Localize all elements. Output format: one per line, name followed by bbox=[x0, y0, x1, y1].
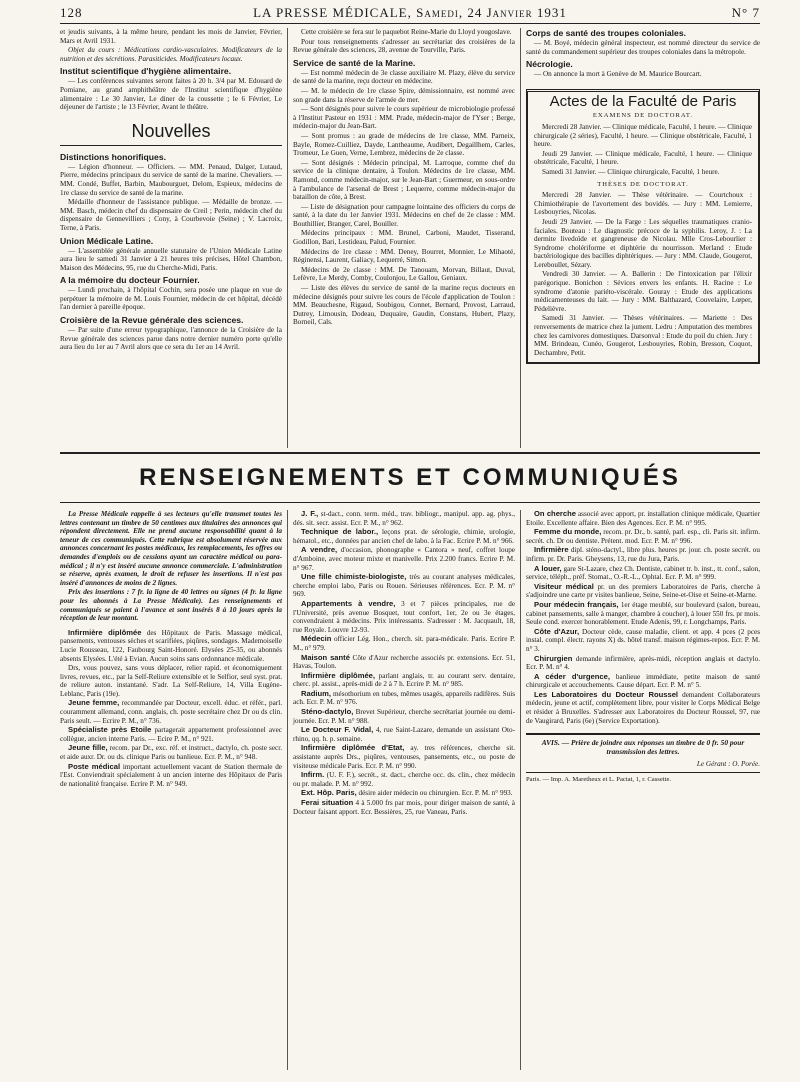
ad-item bbox=[293, 690, 515, 707]
ad-lead: Spécialiste près Etoile bbox=[68, 725, 152, 735]
paragraph: Mercredi 28 Janvier. — Clinique médicale, Faculté, 1 heure. — Clinique chirurgicale (2 séries), Faculté, 1 heure. — Clinique obstétricale, Faculté, 1 heure. bbox=[534, 122, 752, 149]
ad-lead: Infirmière diplômée bbox=[68, 627, 142, 637]
ad-item bbox=[293, 510, 515, 527]
paragraph: et jeudis suivants, à la même heure, pendant les mois de Janvier, Février, Mars et Avril 1931. bbox=[60, 28, 282, 45]
journal-title: LA PRESSE MÉDICALE, Samedi, 24 Janvier 1931 bbox=[253, 5, 567, 20]
ad-item bbox=[60, 744, 282, 761]
ad-text: officier Lég. Hon., cherch. sit. para-médicale. Paris. Ecrire P. M., n° 979. bbox=[293, 635, 516, 652]
column-rule bbox=[520, 510, 521, 1070]
paragraph: — Liste de désignation pour campagne lointaine des officiers du corps de santé, à la date du 1er Janvier 1931. Médecins en chef de 2e classe : MM. Bouthillier, Branger, Carel, Bouiller. bbox=[293, 202, 515, 228]
paragraph: — L'assemblée générale annuelle statutaire de l'Union Médicale Latine aura lieu le samedi 31 Janvier à 21 heures très précises, Hôtel Chambon, Maison des Médecins, 95, rue du Cherche-Midi, Paris. bbox=[60, 246, 282, 272]
ad-item bbox=[526, 601, 760, 627]
bottom-column-3 bbox=[526, 510, 760, 1070]
paragraph: Jeudi 29 Janvier. — Clinique médicale, Faculté, 1 heure. — Clinique obstétricale, Faculté, 1 heure. bbox=[534, 149, 752, 167]
ad-lead: Technique de labor., bbox=[301, 527, 379, 537]
ad-text: 4 à 5.000 frs par mois, pour diriger maison de santé, à Docteur faisant apport. Ecr. Bessières, 25, rue Vaneau, Paris. bbox=[293, 799, 516, 816]
ad-text: mésothorium en tubes, mêmes usagés, appareils radifères. Suis ach. Ecr. P. M. n° 976. bbox=[293, 689, 516, 707]
ad-item bbox=[293, 789, 515, 798]
ad-text: leçons prat. de sérologie, chimie, urologie, hématol., etc., données par ancien chef de labo. à la Fac. Ecrire P. M. n° 966. bbox=[293, 528, 515, 545]
ad-lead: Jeune fille, bbox=[68, 743, 108, 753]
paragraph: — Est nommé médecin de 3e classe auxiliaire M. Plazy, élève du service de santé de la marine, reçu docteur en médecine. bbox=[293, 68, 515, 86]
ad-lead: A louer, bbox=[534, 563, 562, 573]
ad-lead: Jeune femme, bbox=[68, 698, 120, 708]
paragraph: Médecins de 1re classe : MM. Deney, Bourret, Monnier, Le Mihaoté, Réginensi, Laurent, Galiacy, Lequerré, Simon. bbox=[293, 247, 515, 265]
paragraph: Médecins principaux : MM. Brunel, Carboni, Maudet, Tisserand, Godillon, Bari, Lestideau, Palud, Fournier. bbox=[293, 229, 515, 247]
paragraph: — Légion d'honneur. — Officiers. — MM. Penaud, Dalger, Lutaud, Pierre, médecins principaux du service de santé de la marine. Chevaliers. — MM. Condé, Buffet, Barbin, Maubourguet, Delom, Espieux, médecins de 1re classe du service de santé de la marine. bbox=[60, 162, 282, 197]
ad-lead: Infirmière bbox=[534, 545, 569, 555]
ad-lead: Les Laboratoires du Docteur Roussel bbox=[534, 689, 679, 699]
top-column-3 bbox=[526, 28, 760, 448]
paragraph: Samedi 31 Janvier. — Clinique chirurgicale, Faculté, 1 heure. bbox=[542, 167, 720, 176]
ad-item bbox=[60, 629, 282, 663]
ad-text: gare St-Lazare, chez Ch. Dentiste, cabinet tr. b. inst., tt. conf., salon, service, téléph., préf. Stomat., O.-R.-L., Ophtal. Ecr. P. M. n° 999. bbox=[526, 564, 761, 582]
faculty-box bbox=[526, 89, 760, 365]
ad-item bbox=[526, 628, 760, 654]
ad-lead: Femme du monde, bbox=[534, 527, 602, 537]
heading-marine: Service de santé de la Marine. bbox=[293, 57, 416, 68]
ad-item bbox=[526, 510, 760, 527]
ad-text: parlant anglais, tr. au courant serv. dentaire, cherc. pl. assist., après-midi de 2 à 7 h. Ecrire P. M. n° 985. bbox=[293, 671, 516, 689]
ad-item bbox=[293, 672, 515, 689]
ad-item bbox=[293, 708, 515, 725]
paragraph: Objet du cours : Médications cardio-vasculaires. Modificateurs de la nutrition et des sécrétions. Parasiticides. Modificateurs locaux. bbox=[60, 46, 282, 63]
ad-item bbox=[293, 771, 515, 788]
ad-lead: Appartements à vendre, bbox=[301, 598, 396, 608]
ad-item bbox=[293, 573, 515, 599]
paragraph: Médaille d'honneur de l'assistance publique. — Médaille de bronze. — MM. Basch, médecin chef du dispensaire de Creil ; Perin, médecin chef du dispensaire de Gennevilliers ; Cony, à Courbevoie (Seine) ; V. Lacroix, Terne, à Paris. bbox=[60, 198, 282, 232]
ad-lead: On cherche bbox=[534, 509, 576, 518]
ad-item: Drs, vous pouvez, sans vous déplacer, relier rapid. et économiquement livres, revues, etc., par la Self-Reliure extensible et le Selfior, seul syst. prat. de reliure auton. instantané. S'adr. La Self-Reliure, 14, Villa Eugène-Leblanc, Paris (19e). bbox=[60, 664, 282, 698]
ad-lead: Infirmière diplômée, bbox=[301, 670, 376, 680]
ad-item bbox=[293, 635, 515, 652]
ad-lead: Sténo-dactylo, bbox=[301, 707, 354, 717]
ad-item bbox=[526, 528, 760, 545]
ad-lead: A céder d'urgence, bbox=[534, 671, 610, 681]
ad-text: très au courant analyses médicales, cherche emploi labo, Paris ou Rouen. Sérieuses références. Ecr. P. M. n° 969. bbox=[293, 573, 515, 599]
ad-text: 1er étage meublé, sur boulevard (salon, bureau, cabinet pansements, salle à manger, chambre à coucher), à louer 550 frs. pr mois. Seule cond. exercer honorablement. Etude Adenis, 99, r. Longchamps, Paris. bbox=[526, 600, 761, 627]
ad-item bbox=[293, 528, 515, 545]
gerant-signature: Le Gérant : O. Porée. bbox=[526, 760, 760, 773]
top-column-2 bbox=[293, 28, 515, 448]
paragraph: Cette croisière se fera sur le paquebot Reine-Marie du Lloyd yougoslave. bbox=[301, 28, 512, 36]
ad-item bbox=[526, 673, 760, 690]
bottom-column-2 bbox=[293, 510, 515, 1070]
paragraph: Samedi 31 Janvier. — Thèses vétérinaires. — Mariette : Des renversements de matrice chez la jument. Ledru : Amputation des membres chez les carnivores domestiques. Darsonval : Etude du poil du chien. Jury : MM. Brindeau, Cunéo, Gougerot, Lesbouyries, Robin, Bresson, Coquot, Dechambre, Petit. bbox=[534, 314, 752, 357]
page-number: 128 bbox=[60, 5, 83, 20]
ad-text: Docteur cède, cause maladie, client. et app. 4 pces (2 pces instal. compl. électr. rayons X) ds. hôtel transf. maison régimes-repos. Ecr. P. M. n° 3. bbox=[526, 627, 760, 653]
section-heading-renseignements: RENSEIGNEMENTS ET COMMUNIQUÉS bbox=[60, 452, 760, 503]
paragraph: Vendredi 30 Janvier. — A. Ballerin : De l'intoxication par l'élixir parégorique. Bonichon : Sévices envers les enfants. H. Racine : Le syndrome d'atonie pariéto-viscérale. Gouray : Etude des applications médicamenteuses du lait. — Jury : MM. Balthazard, Couvelaire, Lœper, Pédelièvre. bbox=[534, 270, 752, 313]
ad-lead: Chirurgien bbox=[534, 653, 573, 663]
ad-text: Côte d'Azur recherche associés pr. extensions. Ecr. 51, Havas, Toulon. bbox=[293, 653, 515, 671]
heading-union: Union Médicale Latine. bbox=[60, 235, 154, 246]
ad-text: dipl. sténo-dactyl., libre plus. heures pr. jour. ch. poste secrét. ou infirm. pr. Dr. Paris. Gheysens, 13, rue du Jura, Paris. bbox=[526, 546, 760, 563]
ad-item bbox=[293, 600, 515, 634]
heading-troupes: Corps de santé des troupes coloniales. bbox=[526, 28, 686, 38]
column-rule bbox=[287, 510, 288, 1070]
paragraph: — On annonce la mort à Genève de M. Maurice Bourcart. bbox=[534, 70, 702, 79]
ad-text: ay. tres références, cherche sit. assistante auprès Drs., piqûres, ventouses, pansements, etc., ou poste de visiteuse médicale Paris. Ecr. P. M. n° 990. bbox=[293, 744, 515, 770]
ad-lead: Ferai situation bbox=[301, 798, 354, 807]
running-header bbox=[60, 5, 760, 24]
ad-text: partagerait appartement professionnel avec collègue, ancien interne Paris. — Ecire P. M., n° 921. bbox=[60, 726, 282, 743]
ad-text: recom. par Dr., exc. réf. et instruct., dactylo, ch. poste secr. et aide auxr. Dr. ou ds. clinique Paris ou banlieue. Ecr. P. M., n° 948. bbox=[60, 744, 282, 762]
heading-croisiere: Croisière de la Revue générale des sciences. bbox=[60, 315, 244, 326]
ad-text: d'occasion, phonographe « Cantora » neuf, coffret loupe d'Amboine, avec moteur mixte et manivelle. Prix 2.200 francs. Ecrire P. M. n° 967. bbox=[293, 546, 515, 572]
paragraph: — Lundi prochain, à l'hôpital Cochin, sera posée une plaque en vue de perpétuer la mémoire de M. Louis Fournier, médecin de cet hôpital, décédé l'an dernier à pareille époque. bbox=[60, 286, 282, 312]
ad-item bbox=[526, 691, 760, 725]
heading-institut: Institut scientifique d'hygiène alimentaire. bbox=[60, 66, 232, 77]
paragraph: Jeudi 29 Janvier. — De la Farge : Les séquelles traumatiques cranio-faciales. Bouteau : Le diagnostic précoce de la syphilis. Leroy, J. : La dermite livedoïde et gangreneuse de Nicolau. Mlle Cros-Lebourlier : Syndrome cholériforme et diphtérie du nourrisson. Merland : Etude bactériologique des bacilles diphtériques. — Jury : MM. Claude, Gougerot, Lereboullet, Sézary. bbox=[534, 217, 752, 269]
section-nouvelles: Nouvelles bbox=[60, 120, 282, 146]
ad-item bbox=[293, 726, 515, 743]
paragraph: — Par suite d'une erreur typographique, l'annonce de la Croisière de la Revue générale des sciences parue dans notre dernier numéro porte qu'elle aura lieu du 1er au 7 Avril alors que ce sera du 1er au 14 Avril. bbox=[60, 326, 282, 352]
ad-item bbox=[60, 763, 282, 789]
paragraph: — Sont désignés : Médecin principal, M. Larroque, comme chef du service de la clinique dentaire, à Toulon. Médecins de 1re classe, MM. Ramond, comme médecin-major, sur le Jean-Bart ; Guermeur, en sous-ordre à l'ambulance de l'arsenal de Brest ; Lequerre, comme médecin-major du bataillon de côte, à Brest. bbox=[293, 158, 515, 202]
ad-text: recommandée par Docteur, excell. éduc. et référ., parl. couramment allemand, conn. anglais, ch. poste secrétaire chez Dr ou ds clin. Paris seult. — Ecrire P. M., n° 736. bbox=[60, 699, 282, 725]
ad-item bbox=[293, 546, 515, 572]
ad-text: important actuellement vacant de Station thermale de l'Est. Conviendrait spécialement à un ancien interne des Hôpitaux de Paris de nationalité française. Ecrire P. M. n° 949. bbox=[60, 762, 283, 788]
ad-lead: Visiteur médical bbox=[534, 581, 594, 591]
ad-lead: Infirmière diplômée d'Etat, bbox=[301, 743, 405, 753]
ad-lead: Le Docteur F. Vidal, bbox=[301, 725, 374, 735]
ad-item bbox=[526, 655, 760, 672]
notice-intro: La Presse Médicale rappelle à ses lecteurs qu'elle transmet toutes les lettres contenant un timbre de 50 centimes aux titulaires des annonces qui répondent directement. Elle ne prend aucune responsabilité quant à la teneur de ces communiqués. Cette rubrique est absolument réservée aux annonces concernant les postes médicaux, les remplacements, les offres ou demandes d'emplois ou de cessions ayant un caractère médical ou para-médical ; il n'y est inséré aucune annonce commerciale. L'administration se réserve, après examen, le droit de refuser les insertions. Il n'est pas inséré d'annonces de moins de 2 lignes. bbox=[60, 510, 282, 587]
ad-text: banlieue immédiate, petite maison de santé chirurgicale et accouchements. Cause départ. Ecr. P. M. n° 5. bbox=[526, 672, 761, 690]
ad-item bbox=[526, 565, 760, 582]
heading-distinctions: Distinctions honorifiques. bbox=[60, 151, 166, 162]
top-column-1 bbox=[60, 28, 282, 448]
ad-lead: Ext. Hôp. Paris, bbox=[301, 788, 357, 798]
ad-item bbox=[293, 799, 515, 816]
ad-lead: Poste médical bbox=[68, 761, 121, 771]
paragraph: — M. Boyé, médecin général inspecteur, est nommé directeur du service de santé du commandement supérieur des troupes coloniales dans la métropole. bbox=[526, 39, 760, 56]
ad-lead: Radium, bbox=[301, 688, 331, 698]
ad-item bbox=[526, 546, 760, 563]
ad-lead: Médecin bbox=[301, 634, 332, 644]
ad-text: (U. F. F.), secrét., st. dact., cherche occ. ds. clin., chez médecin ou pr. malade. P. M. n° 992. bbox=[293, 771, 516, 788]
paragraph: Mercredi 28 Janvier. — Thèse vétérinaire. — Courtchoux : Chimiothérapie de l'avortement des bovidés. — Jury : MM. Lemierre, Lesbouyries, Nicolas. bbox=[534, 191, 752, 217]
paragraph: — Sont désignés pour suivre le cours supérieur de microbiologie professé à l'Institut Pasteur en 1931 : MM. Prade, médecin-major de l'Yser ; Berge, médecin-major du Jean-Bart. bbox=[293, 105, 515, 131]
ad-lead: Pour médecin français, bbox=[534, 599, 619, 609]
ad-text: désire aider médecin ou chirurgien. Ecr. P. M. n° 993. bbox=[358, 789, 513, 798]
column-rule bbox=[520, 28, 521, 448]
ad-lead: Une fille chimiste-biologiste, bbox=[301, 572, 407, 582]
ad-item bbox=[526, 583, 760, 600]
ad-text: associé avec apport, pr. installation clinique médicale, Quartier Etoile. Excellente affaire. Bien des Agences. Ecr. P. M. n° 995. bbox=[526, 510, 761, 527]
heading-necrologie: Nécrologie. bbox=[526, 59, 573, 70]
ad-text: st-dact., conn. term. méd., trav. bibliogr., manipul. app. ag. phys., dés. sit. secr. assist. Ecr. P. M., n° 962. bbox=[293, 510, 515, 527]
ad-text: des Hôpitaux de Paris. Massage médical, pansements, ventouses sèches et scarifiées, piqûres, sondages. Mademoiselle Lucie Rousseau, 122, Faubourg Saint-Honoré. Elysées 25-35, ou abonnés absents Elysées. L'été à Evian. Aucun soins sans ordonnance médicale. bbox=[60, 628, 282, 663]
paragraph: Médecins de 2e classe : MM. De Tanouam, Morvan, Billaut, Duval, Lefèvre, Le Merdy, Comby, Coulonjou, Le Gallou, Geniaux. bbox=[293, 265, 515, 283]
exam-heading: EXAMENS DE DOCTORAT. bbox=[592, 112, 694, 120]
column-rule bbox=[287, 28, 288, 448]
ad-lead: A vendre, bbox=[301, 545, 338, 555]
paragraph: — Sont promus : au grade de médecins de 1re classe, MM. Parneix, Bayle, Romez-Cuilliez, Dayde, Lantheaume, Audibert, Degaillhem, Carles, Tromeur, Le Guen, Verne, Lembrez, médecins de 2e classe. bbox=[293, 131, 515, 158]
ad-item bbox=[60, 726, 282, 743]
ad-item bbox=[60, 699, 282, 725]
ad-item bbox=[293, 744, 515, 770]
ad-item bbox=[293, 654, 515, 671]
ad-lead: Maison santé bbox=[301, 652, 350, 662]
these-heading: THÈSES DE DOCTORAT. bbox=[597, 180, 689, 188]
ad-text: demandent Collaborateurs médecin, jeune et actif, complètement libre, pour visiter le Corps Médical Belge et résider à Bruxelles. S'adresser aux Laboratoires du Docteur Roussel, 97, rue de Vaugirard, Paris (6e) (Service Exportation). bbox=[526, 690, 761, 725]
ad-text: 4, rue Saint-Lazare, demande un assistant Oto-rhino, qq. h. p. semaine. bbox=[293, 726, 515, 743]
avis-notice: AVIS. — Prière de joindre aux réponses un timbre de 0 fr. 50 pour transmission des lettres. bbox=[526, 733, 760, 756]
ad-text: 3 et 7 pièces principales, rue de l'Université, près avenue Bosquet, tout confort, 1er, 2e ou 3e étages, convendraient à médecins. Prix intéressants. S'adresser : M. Jacquault, 18, rue Royale. Louvre 12-93. bbox=[293, 599, 516, 634]
printer-imprint: Paris. — Imp. A. Maretheux et L. Pactat, 1, r. Cassette. bbox=[526, 776, 672, 784]
issue-number: N° 7 bbox=[731, 5, 760, 20]
ad-text: pr. un des premiers Laboratoires de Paris, cherche à s'adjoindre une carte pr visites banlieue, Seine, Seine-et-Oise et Seine-et-Marne. bbox=[526, 582, 761, 600]
faculty-title: Actes de la Faculté de Paris bbox=[549, 92, 737, 110]
ad-lead: J. F., bbox=[301, 509, 319, 518]
paragraph: Pour tous renseignements s'adresser au secrétariat des croisières de la Revue générale des sciences, 28, avenue de Tourville, Paris. bbox=[293, 37, 515, 55]
paragraph: — Liste des élèves du service de santé de la marine reçus docteurs en médecine désignés pour suivre les cours de l'école d'application de Toulon : MM. Beauchesne, Rigaud, Soubigou, Connet, Bernard, Provost, Larraud, Dutrey, Limousin, Dodeau, Duquaire, Gaudin, Constans, Hubert, Plazy, Borneil, Cals. bbox=[293, 284, 515, 327]
bottom-column-1 bbox=[60, 510, 282, 1070]
paragraph: — Les conférences suivantes seront faites à 20 h. 3/4 par M. Edouard de Pomiane, au grand amphithéâtre de l'Institut scientifique d'hygiène alimentaire : Le 30 Janvier, Le diner de la coussette ; le 6 Février, Le déjeuner de l'artiste ; le 13 Février, Avant le théâtre. bbox=[60, 77, 282, 112]
heading-fournier: A la mémoire du docteur Fournier. bbox=[60, 275, 200, 286]
ad-text: Brevet Supérieur, cherche secrétariat journée ou demi-journée. Ecr. P. M. n° 988. bbox=[293, 708, 516, 725]
paragraph: — M. le médecin de 1re classe Spire, démissionnaire, est nommé avec son grade dans la réserve de l'armée de mer. bbox=[293, 86, 515, 104]
ad-lead: Infirm. bbox=[301, 770, 325, 780]
ad-text: demande infirmière, après-midi, réception anglais et dactylo. Ecr. P. M. n° 4. bbox=[526, 654, 761, 672]
ad-text: recom. pr. Dr., b. santé, parl. esp., cli. Paris sit. infirm. secrét. ch. Dr ou dentiste. Prétent. mod. Ecr. P. M. n° 996. bbox=[526, 528, 760, 545]
ad-lead: Côte d'Azur, bbox=[534, 626, 580, 636]
notice-prix: Prix des insertions : 7 fr. la ligne de 40 lettres ou signes (4 fr. la ligne pour les abonnés à La Presse Médicale). Les renseignements et communiqués se paient à l'avance et sont insérés 8 à 10 jours après la réception de leur montant. bbox=[60, 588, 282, 623]
